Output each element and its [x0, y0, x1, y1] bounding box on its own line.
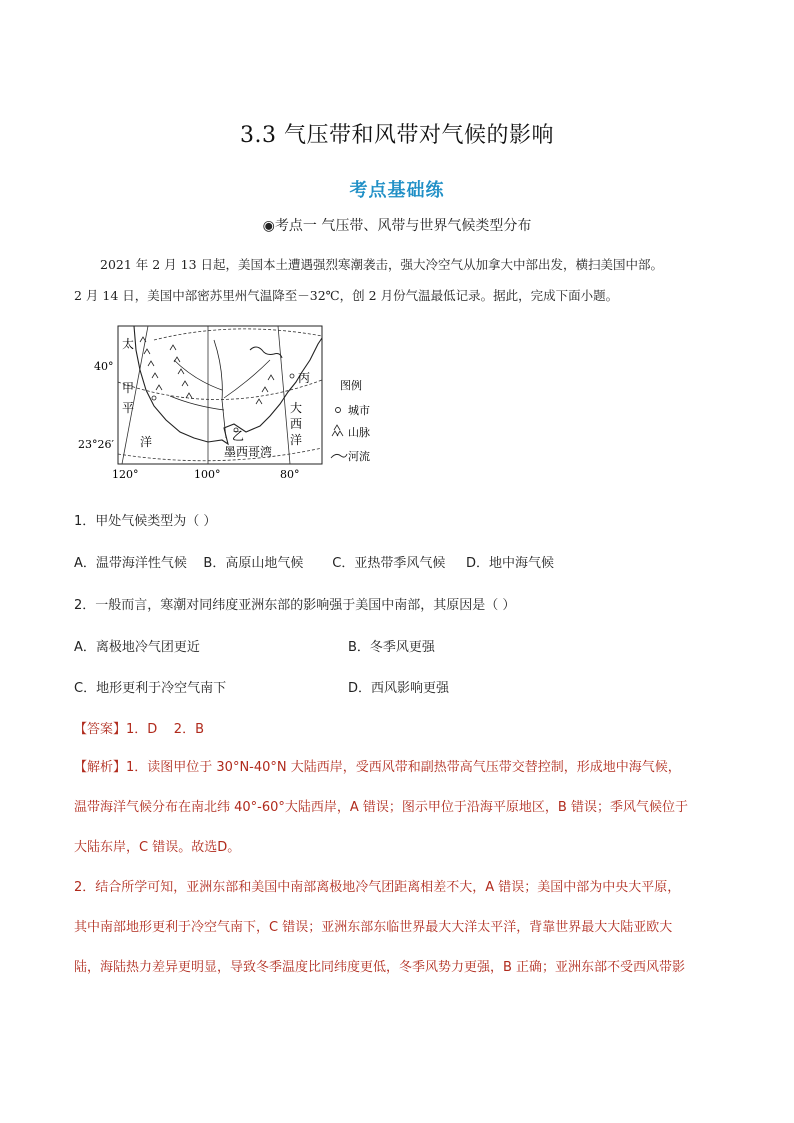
answer-line: 【答案】1．D 2．B [74, 722, 205, 737]
question-2-option-a: A．离极地冷气团更近 [74, 640, 200, 655]
stem-line-2: 2 月 14 日，美国中部密苏里州气温降至－32℃，创 2 月份气温最低记录。据此，完成下面小题。 [74, 288, 619, 303]
legend-river: 河流 [348, 450, 370, 463]
lat-line-23 [118, 448, 322, 461]
question-2: 2．一般而言，寒潮对同纬度亚洲东部的影响强于美国中南部，其原因是（ ） [74, 598, 516, 613]
section-subtitle: 考点基础练 [349, 180, 445, 201]
great-lakes [250, 347, 282, 358]
label-tai: 太 [122, 337, 135, 351]
map-legend [326, 376, 386, 466]
legend-river-icon [331, 454, 347, 458]
explanation-line: 其中南部地形更利于冷空气南下，C 错误；亚洲东部东临世界最大大洋太平洋，背靠世界最大大陆亚欧大 [74, 920, 673, 935]
lon-label-80: 80° [280, 468, 300, 481]
river-missouri [174, 360, 222, 390]
label-ping: 平 [122, 401, 135, 415]
page-title: 3.3 气压带和风带对气候的影响 [240, 123, 554, 148]
city-jia [152, 396, 156, 400]
map-figure [74, 320, 334, 482]
lat-line-40 [118, 380, 322, 400]
river-arkansas [170, 396, 224, 410]
legend-city-icon [336, 408, 341, 413]
stem-line-1: 2021 年 2 月 13 日起，美国本土遭遇强烈寒潮袭击，强大冷空气从加拿大中部出发，横扫美国中部。 [100, 257, 664, 272]
lat-label-23: 23°26′ [78, 438, 114, 451]
explanation [74, 748, 734, 988]
lat-label-40: 40° [94, 360, 114, 373]
label-atlantic-1: 大 [290, 401, 303, 415]
label-jia: 甲 [122, 381, 135, 395]
border-line [154, 329, 322, 340]
question-2-option-d: D．西风影响更强 [348, 681, 450, 696]
city-bing [290, 374, 294, 378]
explanation-line: 2．结合所学可知，亚洲东部和美国中南部离极地冷气团距离相差不大，A 错误；美国中部为中央大平原， [74, 880, 681, 895]
question-2-option-c: C．地形更利于冷空气南下 [74, 681, 227, 696]
explanation-line: 陆，海陆热力差异更明显，导致冬季温度比同纬度更低，冬季风势力更强，B 正确；亚洲东部不受西风带影 [74, 960, 686, 975]
meridian-80 [278, 326, 290, 464]
label-bing: 丙 [298, 371, 311, 385]
legend-city: 城市 [348, 404, 370, 417]
explanation-line: 大陆东岸，C 错误。故选D。 [74, 840, 241, 855]
explanation-line: 【解析】1．读图甲位于 30°N-40°N 大陆西岸，受西风带和副热带高气压带交替控制，形成地中海气候， [74, 760, 681, 775]
label-atlantic-3: 洋 [290, 433, 303, 447]
legend-mountain-icon [332, 425, 343, 436]
topic-heading: ◉考点一 气压带、风带与世界气候类型分布 [262, 218, 532, 234]
question-1: 1．甲处气候类型为（ ） [74, 514, 217, 529]
question-1-options: A．温带海洋性气候 B．高原山地气候 C．亚热带季风气候 D．地中海气候 [74, 556, 555, 571]
label-gulf: 墨西哥湾 [224, 445, 273, 459]
lon-label-100: 100° [194, 468, 221, 481]
river-ohio [224, 360, 270, 398]
explanation-line: 温带海洋气候分布在南北纬 40°-60°大陆西岸，A 错误；图示甲位于沿海平原地区，B 错误；季风气候位于 [74, 800, 688, 815]
label-atlantic-2: 西 [290, 417, 303, 431]
lon-label-120: 120° [112, 468, 139, 481]
legend-mountain: 山脉 [348, 426, 370, 439]
legend-title: 图例 [340, 379, 362, 392]
question-2-option-b: B．冬季风更强 [348, 640, 435, 655]
label-yi: 乙 [232, 429, 245, 443]
label-yang: 洋 [140, 435, 153, 449]
